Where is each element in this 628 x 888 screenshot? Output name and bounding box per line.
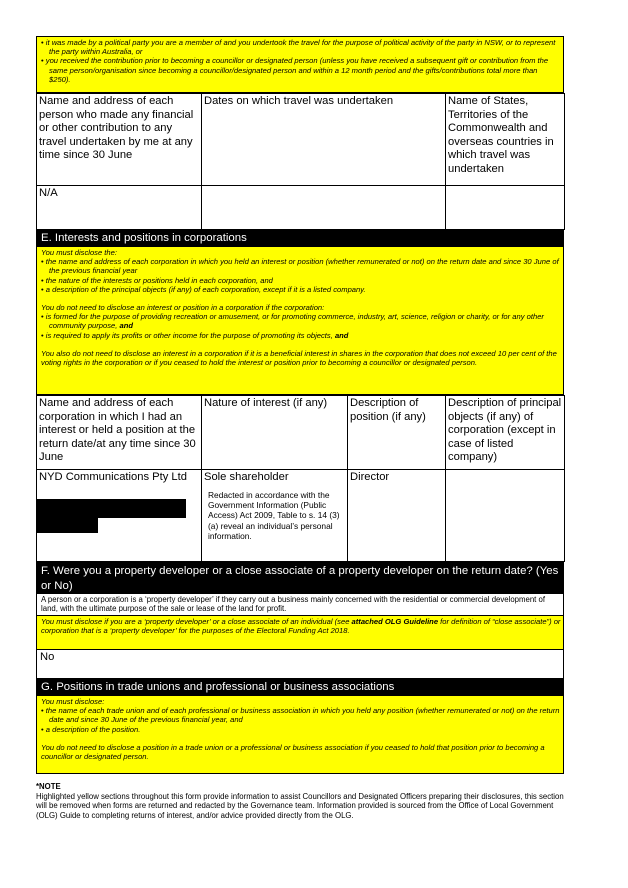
table-cell[interactable] bbox=[202, 186, 446, 230]
note-title: *NOTE bbox=[36, 782, 61, 791]
section-g-heading: G. Positions in trade unions and professional or business associations bbox=[36, 679, 564, 696]
table-cell[interactable] bbox=[446, 186, 565, 230]
section-e-exempt-text: is required to apply its profits or other income for the purpose of promoting its objects, bbox=[45, 330, 333, 340]
table-header-cell: Name of States, Territories of the Commonwealth and overseas countries in which travel was undertaken bbox=[446, 94, 565, 186]
section-e-bullet: • the nature of the interests or positions held in each corporation, and bbox=[41, 276, 561, 285]
olg-guideline-link[interactable]: attached OLG Guideline bbox=[351, 617, 439, 626]
redaction-block bbox=[37, 518, 98, 533]
corporation-name: NYD Communications Pty Ltd bbox=[39, 471, 187, 483]
section-g-lead: You must disclose: bbox=[41, 697, 105, 706]
form-page bbox=[36, 36, 564, 820]
section-f-guide-pre: You must disclose if you are a ‘property developer’ or a close associate of an individual (see bbox=[41, 617, 350, 626]
section-e-exempt-bullet bbox=[41, 312, 561, 330]
section-f-heading: F. Were you a property developer or a close associate of a property developer on the return date? (Yes or No) bbox=[36, 562, 564, 594]
position-cell[interactable]: Director bbox=[348, 470, 446, 562]
travel-guidance-bullet: • you received the contribution prior to becoming a councillor or designated person (unless you have received a subsequent gift or contribution from the same person/organisation since becoming a councillor/designated person and within a 12 month period and the gifts/contributions total more than $250). bbox=[41, 56, 561, 84]
section-g-closing: You do not need to disclose a position in a trade union or a professional or business association if you ceased to hold that position prior to becoming a councillor or designated person. bbox=[41, 742, 545, 762]
section-e-exempt-bullet bbox=[41, 331, 561, 340]
section-e-exempt-text: is formed for the purpose of providing recreation or amusement, or for promoting commerce, industry, art, science, religion or charity, or for any other community purpose, bbox=[45, 312, 544, 331]
table-row bbox=[37, 186, 565, 230]
travel-guidance bbox=[36, 36, 564, 93]
footnote bbox=[36, 782, 564, 820]
table-header-cell: Name and address of each person who made any financial or other contribution to any travel undertaken by me at any time since 30 June bbox=[37, 94, 202, 186]
nature-cell[interactable] bbox=[202, 470, 348, 562]
table-header-cell: Description of principal objects (if any) of corporation (except in case of listed company) bbox=[446, 396, 565, 470]
and-word: and bbox=[334, 330, 349, 340]
section-g-bullet: • a description of the position. bbox=[41, 725, 561, 734]
redaction-block bbox=[37, 499, 186, 518]
table-cell[interactable]: N/A bbox=[37, 186, 202, 230]
table-header-cell: Dates on which travel was undertaken bbox=[202, 94, 446, 186]
and-word: and bbox=[119, 321, 134, 331]
table-header-cell: Description of position (if any) bbox=[348, 396, 446, 470]
section-e-lead: You must disclose the: bbox=[41, 248, 117, 257]
section-f-guide-post: for definition of “close associate”) or corporation that is a ‘property developer’ for the purposes of the Electoral Funding Act 2018. bbox=[41, 617, 561, 636]
table-header-cell: Name and address of each corporation in which I had an interest or held a position at the return date/at any time since 30 June bbox=[37, 396, 202, 470]
corporation-name-cell[interactable] bbox=[37, 470, 202, 562]
section-f-guidance bbox=[36, 615, 564, 650]
section-g-bullet: • the name of each trade union and of each professional or business association in which you held any position (whether remunerated or not) on the return date and since 30 June of the previous financial year, and bbox=[41, 706, 561, 724]
section-e-bullet: • the name and address of each corporation in which you held an interest or position (whether remunerated or not) on the return date and since 30 June of the previous financial year bbox=[41, 257, 561, 275]
section-g-guidance bbox=[36, 696, 564, 774]
section-e-heading: E. Interests and positions in corporations bbox=[36, 230, 564, 247]
section-e-guidance bbox=[36, 247, 564, 395]
table-header-row bbox=[37, 94, 565, 186]
section-e-bullet: • a description of the principal objects (if any) of each corporation, except if it is a listed company. bbox=[41, 285, 561, 294]
redaction-note: Redacted in accordance with the Government Information (Public Access) Act 2009, Table to s. 14 (3) (a) reveal an individual’s personal information. bbox=[208, 489, 340, 542]
note-text: Highlighted yellow sections throughout this form provide information to assist Councillors and Designated Officers preparing their disclosures, this section will be removed when forms are returned and redacted by the Governance team. Information provided is sourced from the Office of Local Government (OLG) Guide to completing returns of interest, and/or advice provided directly from the OLG. bbox=[36, 791, 564, 820]
objects-cell[interactable] bbox=[446, 470, 565, 562]
section-f-definition: A person or a corporation is a ‘property developer’ if they carry out a business mainly concerned with the residential or commercial development of land, with the ultimate purpose of the sale or lease of the land for profit. bbox=[36, 594, 564, 615]
section-f-answer[interactable]: No bbox=[36, 650, 564, 679]
section-e-exempt-lead: You do not need to disclose an interest or position in a corporation if the corporation: bbox=[41, 303, 325, 313]
section-e-closing: You also do not need to disclose an interest in a corporation if it is a beneficial interest in shares in the corporation that does not exceed 10 per cent of the voting rights in the corporation or if you ceased to hold the interest or position prior to becoming a councillor or designated person. bbox=[41, 348, 557, 368]
nature-value: Sole shareholder bbox=[204, 471, 289, 483]
table-header-cell: Nature of interest (if any) bbox=[202, 396, 348, 470]
travel-guidance-bullet: • it was made by a political party you are a member of and you undertook the travel for the purpose of political activity of the party in NSW, or to represent the party within Australia, or bbox=[41, 38, 561, 56]
table-header-row bbox=[37, 396, 565, 470]
corporations-table bbox=[36, 395, 565, 562]
travel-table bbox=[36, 93, 565, 230]
table-row bbox=[37, 470, 565, 562]
